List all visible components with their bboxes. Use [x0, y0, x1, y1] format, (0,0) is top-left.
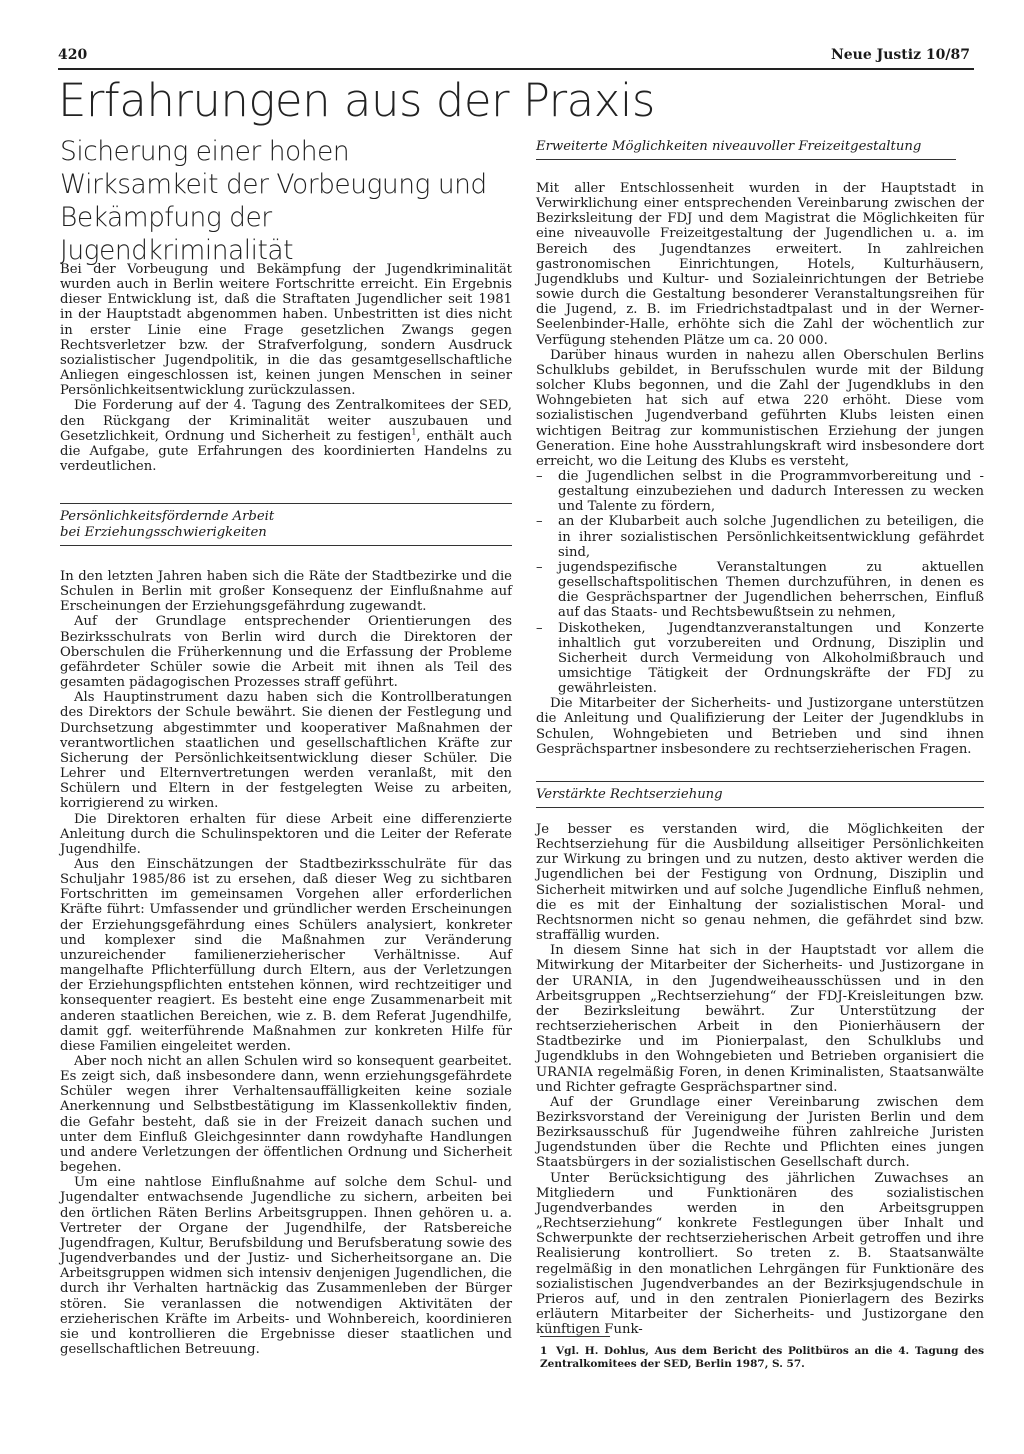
club-criteria-list: [536, 469, 984, 696]
section-title: Erfahrungen aus der Praxis: [58, 74, 655, 127]
intro-text: [60, 262, 512, 474]
body-paragraph: Unter Berücksichtigung des jährlichen Zuwachses an Mitgliedern und Funktionären des sozialistischen Jugendverbandes werden in den Arbeitsgruppen „Rechtserziehung“ konkrete Festlegungen über Inhalt und Schwerpunkte der rechtserzieherischen Arbeit getroffen und ihre Realisierung kontrolliert. So treten z. B. Staatsanwälte regelmäßig in den monatlichen Lehrgängen für Funktionäre des sozialistischen Jugendverbandes an der Bezirksjugendschule in Prieros auf, und in den zentralen Pionierlagern des Bezirks erläutern Mitarbeiter der Sicherheits- und Justizorgane den künftigen Funk-: [536, 1170, 984, 1338]
body-paragraph: Auf der Grundlage einer Vereinbarung zwischen dem Bezirksvorstand der Vereinigung der Juristen Berlin und dem Bezirksausschuß für Jugendweihe führen zahlreiche Juristen Jugendstunden über die Rechte und Pflichten eines jungen Staatsbürgers in der sozialistischen Gesellschaft durch.: [536, 1094, 984, 1171]
body-paragraph: Je besser es verstanden wird, die Möglichkeiten der Rechtserziehung für die Ausbildung allseitiger Persönlichkeiten zur Wirkung zu bringen und zu nutzen, desto aktiver werden die Jugendlichen bei der Festigung von Ordnung, Disziplin und Sicherheit mitwirken und auf solche Jugendliche Einfluß nehmen, die es mit der Einhaltung der sozialistischen Moral- und Rechtsnormen nicht so genau nehmen, die gefährdet sind bzw. straffällig wurden.: [536, 822, 984, 944]
subheading-top-rule: [536, 781, 984, 782]
list-item: – die Jugendlichen selbst in die Programmvorbereitung und -gestaltung einzubeziehen und dadurch Interessen zu wecken und Talente zu fördern,: [536, 469, 984, 514]
subheading-personality: Persönlichkeitsfördernde Arbeit bei Erziehungsschwierigkeiten: [60, 509, 512, 546]
intro-paragraph: Die Forderung auf der 4. Tagung des Zentralkomitees der SED, den Rückgang der Kriminalität weiter auszubauen und Gesetzlichkeit, Ordnung und Sicherheit zu festigen$^1$, enthält auch die Aufgabe, gute Erfahrungen des koordinierten Handelns zu verdeutlichen.: [60, 398, 512, 475]
list-item: – an der Klubarbeit auch solche Jugendlichen zu beteiligen, die in ihrer sozialistischen Persönlichkeitsentwicklung gefährdet sind,: [536, 514, 984, 559]
subheading-legal-education: Verstärkte Rechtserziehung: [536, 787, 984, 808]
intro-paragraph: Bei der Vorbeugung und Bekämpfung der Jugendkriminalität wurden auch in Berlin weitere Fortschritte erreicht. Ein Ergebnis dieser Entwicklung ist, daß die Straftaten Jugendlicher seit 1981 in der Hauptstadt abgenommen haben. Unbestritten ist dies nicht in erster Linie eine Frage gesetzlichen Zwangs gegen Rechtsverletzer bzw. der Strafverfolgung, sondern Ausdruck sozialistischer Jugendpolitik, in die das gesamtgesellschaftliche Anliegen eingeschlossen ist, keinen jungen Menschen in seiner Persönlichkeitsentwicklung zurückzulassen.: [60, 262, 512, 399]
body-paragraph: Um eine nahtlose Einflußnahme auf solche dem Schul- und Jugendalter entwachsende Jugendliche zu sichern, arbeiten bei den örtlichen Räten Berlins Arbeitsgruppen. Ihnen gehören u. a. Vertreter der Organe der Jugendhilfe, der Ratsbereiche Jugendfragen, Kultur, Berufsbildung und Berufsberatung sowie des Jugendverbandes und der Justiz- und Sicherheitsorgane an. Die Arbeitsgruppen widmen sich intensiv denjenigen Jugendlichen, die durch ihr Verhalten hartnäckig das Zusammenleben der Bürger stören. Sie veranlassen die notwendigen Aktivitäten der erzieherischen Kräfte im Arbeits- und Wohnbereich, koordinieren sie und kontrollieren die Ergebnisse dieser staatlichen und gesellschaftlichen Betreuung.: [60, 1175, 512, 1357]
section1-text: [60, 569, 512, 1357]
body-paragraph: Aus den Einschätzungen der Stadtbezirksschulräte für das Schuljahr 1985/86 ist zu ersehen, daß dieser Weg zu sichtbaren Fortschritten im gemeinsamen Vorgehen aller erforderlichen Kräfte führt: Umfassender und gründlicher werden Erscheinungen der Erziehungsgefährdung eines Schülers analysiert, konkreter und komplexer sind die Maßnahmen zur Veränderung unzureichender familienerzieherischer Verhältnisse. Auf mangelhafte Pflichterfüllung durch Eltern, aus der Verletzungen der Erziehungspflichten entstehen können, wird rechtzeitiger und konsequenter reagiert. Es besteht eine enge Zusammenarbeit mit anderen staatlichen Bereichen, wie z. B. dem Referat Jugendhilfe, damit ggf. weiterführende Maßnahmen zur konkreten Hilfe für diese Familien eingeleitet werden.: [60, 856, 512, 1054]
body-paragraph: Aber noch nicht an allen Schulen wird so konsequent gearbeitet. Es zeigt sich, daß insbesondere dann, wenn erziehungsgefährdete Schüler wegen ihrer Verhaltensauffälligkeiten keine soziale Anerkennung und Selbstbestätigung im Klassenkollektiv finden, die Gefahr besteht, daß sie in der Freizeit danach suchen und unter dem Einfluß Gleichgesinnter dann rowdyhafte Handlungen und andere Verletzungen der öffentlichen Ordnung und Sicherheit begehen.: [60, 1054, 512, 1176]
journal-issue: Neue Justiz 10/87: [830, 47, 970, 63]
body-paragraph: In den letzten Jahren haben sich die Räte der Stadtbezirke und die Schulen in Berlin mit großer Konsequenz der Einflußnahme auf Erscheinungen der Erziehungsgefährdung zugewandt.: [60, 569, 512, 615]
article-title: Sicherung einer hohen Wirksamkeit der Vorbeugung und Bekämpfung der Jugendkriminalität: [60, 136, 487, 266]
subheading-top-rule: [60, 503, 512, 504]
footnote: [540, 1345, 984, 1371]
header-rule: [58, 68, 974, 70]
page-number: 420: [58, 47, 88, 63]
section3-text: [536, 822, 984, 1337]
body-paragraph: Darüber hinaus wurden in nahezu allen Oberschulen Berlins Schulklubs gebildet, in Berufsschulen wurde mit der Bildung solcher Klubs begonnen, und die Zahl der Jugendklubs in den Wohngebieten hat sich auf etwa 220 erhöht. Diese vom sozialistischen Jugendverband geführten Klubs leisten einen wichtigen Beitrag zur kommunistischen Erziehung der jungen Generation. Eine hohe Ausstrahlungskraft wird insbesondere dort erreicht, wo die Leitung des Klubs es versteht,: [536, 347, 984, 469]
footnote-number: 1: [540, 1345, 548, 1357]
body-paragraph: In diesem Sinne hat sich in der Hauptstadt vor allem die Mitwirkung der Mitarbeiter der Sicherheits- und Justizorgane in der URANIA, in den Jugendweiheausschüssen und in den Arbeitsgruppen „Rechtserziehung“ der FDJ-Kreisleitungen bzw. der Bezirksleitung bewährt. Zur Unterstützung der rechtserzieherischen Arbeit in den Pionierhäusern der Stadtbezirke und im Pionierpalast, den Schulklubs und Jugendklubs in den Wohngebieten und Betrieben organisiert die URANIA regelmäßig Foren, in denen Kriminalisten, Staatsanwälte und Richter gefragte Gesprächspartner sind.: [536, 943, 984, 1095]
body-paragraph: Mit aller Entschlossenheit wurden in der Hauptstadt in Verwirklichung einer entsprechenden Vereinbarung zwischen der Bezirksleitung der FDJ und dem Magistrat die Möglichkeiten für eine niveauvolle Freizeitgestaltung der Jugendlichen u. a. im Bereich des Jugendtanzes erweitert. In zahlreichen gastronomischen Einrichtungen, Hotels, Kulturhäusern, Jugendklubs und Kultur- und Sozialeinrichtungen der Betriebe sowie durch die Gestaltung besonderer Veranstaltungsreihen für die Jugend, z. B. im Friedrichstadtpalast und in der Werner-Seelenbinder-Halle, erhöhte sich die Zahl der wöchentlich zur Verfügung stehenden Plätze um ca. 20 000.: [536, 181, 984, 348]
body-paragraph: Als Hauptinstrument dazu haben sich die Kontrollberatungen des Direktors der Schule bewährt. Sie dienen der Festlegung und Durchsetzung abgestimmter und kooperativer Maßnahmen der verantwortlichen staatlichen und gesellschaftlichen Kräfte zur Sicherung der Persönlichkeitsentwicklung dieser Schüler. Die Lehrer und Elternvertretungen werden veranlaßt, mit den Schülern und Eltern in der festgelegten Weise zu arbeiten, korrigierend zu wirken.: [60, 690, 512, 812]
body-paragraph: Die Direktoren erhalten für diese Arbeit eine differenzierte Anleitung durch die Schulinspektoren und die Leiter der Referate Jugendhilfe.: [60, 811, 512, 857]
list-item: – Diskotheken, Jugendtanzveranstaltungen und Konzerte inhaltlich gut vorzubereiten und Ordnung, Disziplin und Sicherheit durch Vermeidung von Alkoholmißbrauch und umsichtige Tätigkeit der Ordnungskräfte der FDJ zu gewährleisten.: [536, 621, 984, 697]
body-paragraph: Die Mitarbeiter der Sicherheits- und Justizorgane unterstützen die Anleitung und Qualifizierung der Leiter der Jugendklubs in Schulen, Wohngebieten und Betrieben und sind ihnen Gesprächspartner insbesondere zu rechtserzieherischen Fragen.: [536, 696, 984, 757]
body-paragraph: Auf der Grundlage entsprechender Orientierungen des Bezirksschulrats von Berlin wird durch die Direktoren der Oberschulen die Früherkennung und die Erfassung der Probleme gefährdeter Schüler sowie die Arbeit mit ihnen als Teil des gesamten pädagogischen Prozesses straff geführt.: [60, 614, 512, 691]
subheading-leisure: Erweiterte Möglichkeiten niveauvoller Freizeitgestaltung: [536, 139, 956, 160]
footnote-text: Vgl. H. Dohlus, Aus dem Bericht des Politbüros an die 4. Tagung des Zentralkomitees der SED, Berlin 1987, S. 57.: [540, 1345, 984, 1370]
footnote-marker: 1: [411, 427, 417, 437]
section2-text: [536, 181, 984, 757]
list-item: – jugendspezifische Veranstaltungen zu aktuellen gesellschaftspolitischen Themen durchzuführen, in denen es die Gesprächspartner der Jugendlichen beherrschen, Einfluß auf das Staats- und Rechtsbewußtsein zu nehmen,: [536, 560, 984, 621]
footnote-rule: [540, 1336, 610, 1337]
